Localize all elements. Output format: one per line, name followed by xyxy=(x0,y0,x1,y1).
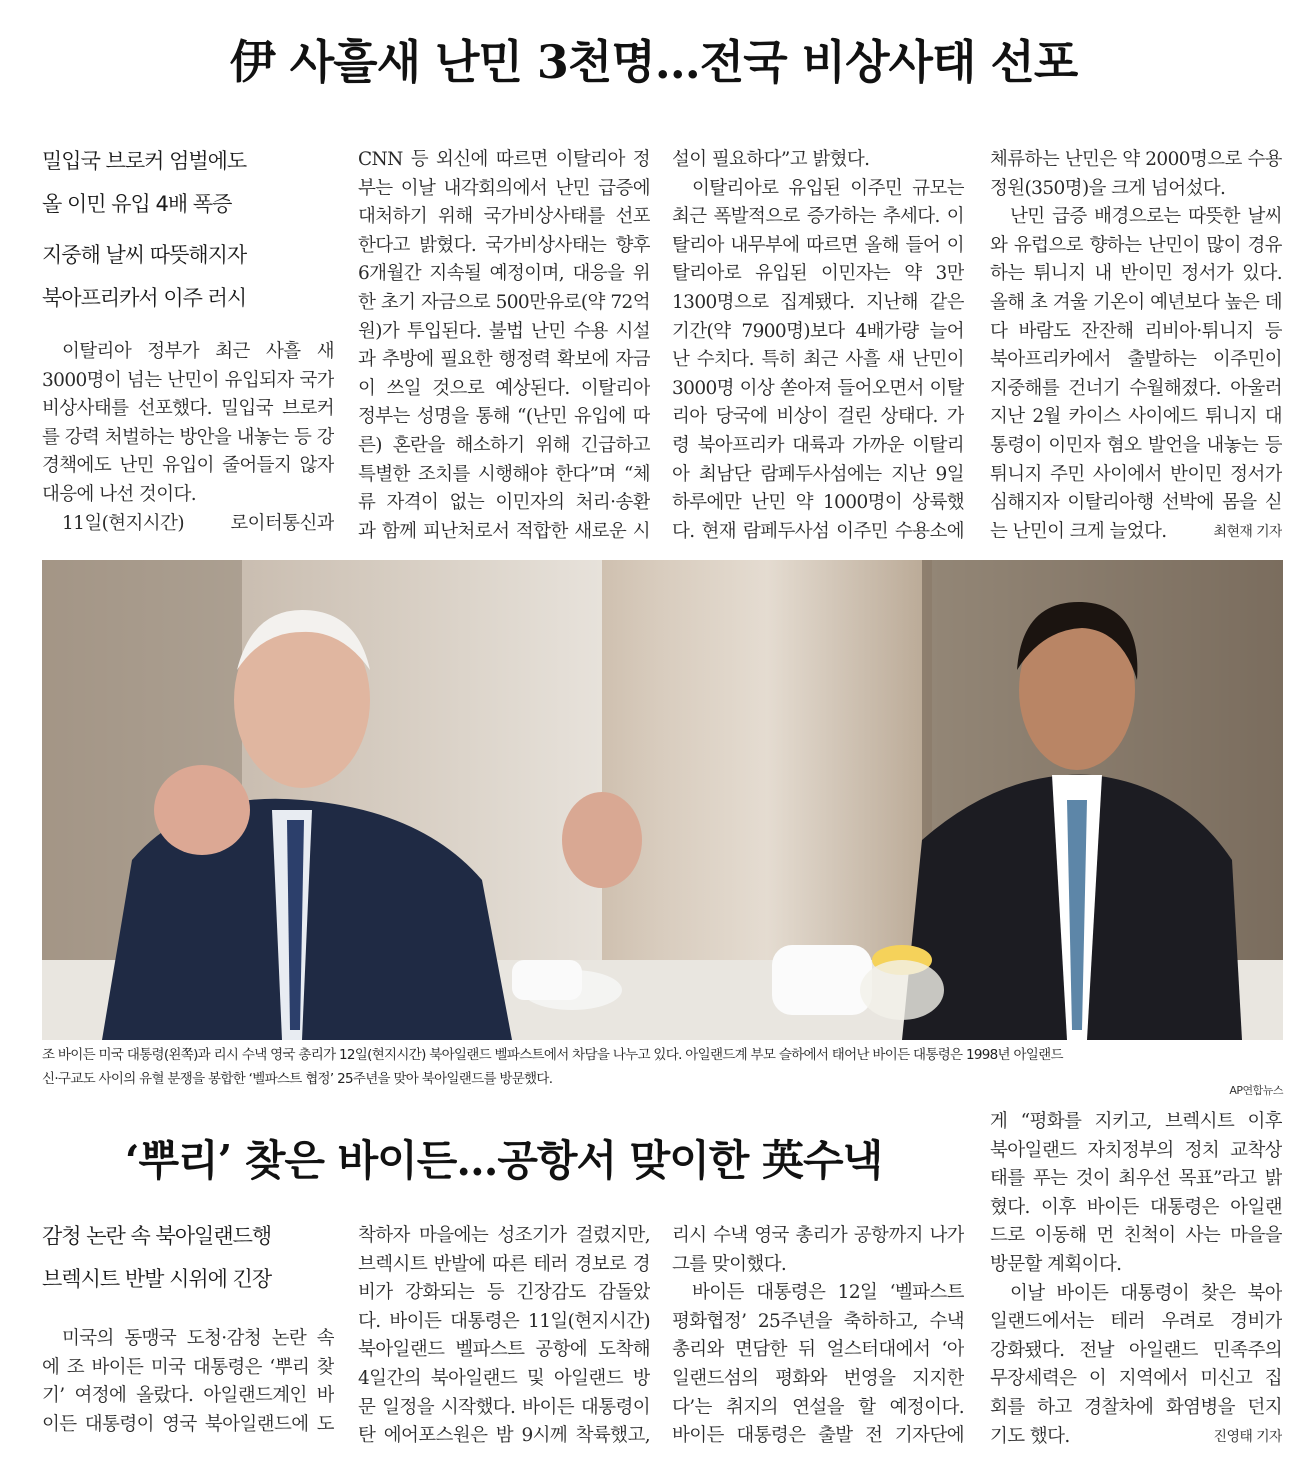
article2-column-1 xyxy=(42,1325,334,1439)
article1-column-4 xyxy=(990,146,1282,546)
text-line: 한다고 밝혔다. 국가비상사태는 향후 xyxy=(358,234,650,256)
text-line: 드로 이동해 먼 친척이 사는 마을을 xyxy=(990,1225,1282,1247)
text-line: 무장세력은 이 지역에서 미신고 집 xyxy=(990,1368,1282,1390)
text-line: 이탈리아로 유입된 이주민 규모는 xyxy=(692,177,964,199)
text-line: 평화협정’ 25주년을 축하하고, 수낵 xyxy=(672,1310,964,1332)
subheadline: 감청 논란 속 북아일랜드행 xyxy=(42,1224,272,1248)
text-line xyxy=(990,518,1282,547)
text-line: 4일간의 북아일랜드 및 아일랜드 방 xyxy=(358,1367,650,1389)
text-line: 다’는 취지의 연설을 할 예정이다. xyxy=(672,1396,964,1418)
text-line: 체류하는 난민은 약 2000명으로 수용 xyxy=(990,149,1282,170)
text-line-content: 기도 했다. xyxy=(990,1425,1070,1447)
text-line: 혔다. 이후 바이든 대통령은 아일랜 xyxy=(990,1196,1282,1218)
text-line: 이 쓰일 것으로 예상된다. 이탈리아 xyxy=(358,377,650,399)
text-line: 3000명이 넘는 난민이 유입되자 국가 xyxy=(42,369,334,391)
text-line: 대처하기 위해 국가비상사태를 선포 xyxy=(358,206,650,228)
text-line: 태를 푸는 것이 최우선 목표”라고 밝 xyxy=(990,1168,1282,1190)
photo-biden-sunak xyxy=(42,560,1283,1040)
text-line: 방문할 계획이다. xyxy=(990,1253,1122,1275)
photo-credit: AP연합뉴스 xyxy=(1229,1084,1283,1097)
text-line: 탈리아 내무부에 따르면 올해 들어 이 xyxy=(672,234,964,256)
text-line: 게 “평화를 지키고, 브렉시트 이후 xyxy=(990,1111,1282,1132)
text-line: 대응에 나선 것이다. xyxy=(42,483,197,505)
text-line: 난민 급증 배경으로는 따뜻한 날씨 xyxy=(1010,206,1282,228)
text-line: 강화됐다. 전날 아일랜드 민족주의 xyxy=(990,1339,1282,1361)
article1-column-1 xyxy=(42,338,334,538)
subheadline: 지중해 날씨 따뜻해지자 xyxy=(42,243,247,267)
text-line: 리시 수낵 영국 총리가 공항까지 나가 xyxy=(672,1225,964,1246)
text-line: 하루에만 난민 약 1000명이 상륙했 xyxy=(672,492,964,514)
text-line: 이날 바이든 대통령이 찾은 북아 xyxy=(1010,1282,1282,1304)
headline-italy-refugees: 伊 사흘새 난민 3천명…전국 비상사태 선포 xyxy=(229,35,1078,89)
photo-caption: 신·구교도 사이의 유혈 분쟁을 봉합한 ‘벨파스트 협정’ 25주년을 맞아 북아일랜드를 방문했다. xyxy=(42,1071,553,1087)
text-line: 총리와 면담한 뒤 얼스터대에서 ‘아 xyxy=(672,1339,964,1361)
text-line: 6개월간 지속될 예정이며, 대응을 위 xyxy=(358,263,650,285)
text-line: 문 일정을 시작했다. 바이든 대통령이 xyxy=(358,1396,650,1418)
text-line: 를 강력 처벌하는 방안을 내놓는 등 강 xyxy=(42,426,334,448)
subheadline: 북아프리카서 이주 러시 xyxy=(42,286,247,310)
text-line: 비상사태를 선포했다. 밀입국 브로커 xyxy=(42,398,334,420)
text-line: 아 최남단 람페두사섬에는 지난 9일 xyxy=(672,463,964,485)
text-line: 브렉시트 반발에 따른 테러 경보로 경 xyxy=(358,1253,650,1275)
text-line: 에 조 바이든 미국 대통령은 ‘뿌리 찾 xyxy=(42,1356,334,1378)
text-line: 특별한 조치를 시행해야 한다”며 “체 xyxy=(358,463,650,485)
subheadline: 올 이민 유입 4배 폭증 xyxy=(42,192,232,216)
text-line: 통령이 이민자 혐오 발언을 내놓는 등 xyxy=(990,434,1282,456)
text-line: 정부는 성명을 통해 “(난민 유입에 따 xyxy=(358,406,650,428)
text-line: 11일(현지시간) 로이터통신과 xyxy=(62,512,334,534)
text-line: 그를 맞이했다. xyxy=(672,1253,787,1275)
text-line: 류 자격이 없는 이민자의 처리·송환 xyxy=(358,492,650,514)
text-line: 미국의 동맹국 도청·감청 논란 속 xyxy=(62,1328,334,1349)
text-line: 바이든 대통령은 출발 전 기자단에 xyxy=(672,1425,964,1447)
text-line: 지난 2월 카이스 사이에드 튀니지 대 xyxy=(990,406,1282,428)
text-line: CNN 등 외신에 따르면 이탈리아 정 xyxy=(358,149,650,170)
text-line: 정원(350명)을 크게 넘어섰다. xyxy=(990,177,1226,199)
article1-column-3 xyxy=(672,146,964,546)
byline: 진영태 기자 xyxy=(1213,1428,1282,1445)
text-line: 지중해를 건너기 수월해졌다. 아울러 xyxy=(990,377,1282,399)
text-line: 다. 바이든 대통령은 11일(현지시간) xyxy=(358,1310,650,1332)
text-line: 설이 필요하다”고 밝혔다. xyxy=(672,149,870,170)
text-line: 북아일랜드 벨파스트 공항에 도착해 xyxy=(358,1339,650,1361)
text-line: 부는 이날 내각회의에서 난민 급증에 xyxy=(358,177,650,199)
text-line: 탄 에어포스원은 밤 9시께 착륙했고, xyxy=(358,1425,650,1447)
text-line: 일랜드섬의 평화와 번영을 지지한 xyxy=(672,1367,964,1389)
photo-caption: 조 바이든 미국 대통령(왼쪽)과 리시 수낵 영국 총리가 12일(현지시간) 북아일랜드 벨파스트에서 차담을 나누고 있다. 아일랜드계 부모 슬하에서 태어난 바이든 대통령은 1998년 아일랜드 xyxy=(42,1047,1063,1063)
article2-column-2 xyxy=(358,1222,650,1451)
text-line: 기간(약 7900명)보다 4배가량 늘어 xyxy=(672,320,964,342)
text-line: 올해 초 겨울 기온이 예년보다 높은 데 xyxy=(990,291,1282,313)
text-line: 과 추방에 필요한 행정력 확보에 자금 xyxy=(358,349,650,371)
text-line: 한 초기 자금으로 500만유로(약 72억 xyxy=(358,291,650,313)
text-line: 하는 튀니지 내 반이민 정서가 있다. xyxy=(990,263,1282,285)
text-line: 탈리아로 유입된 이민자는 약 3만 xyxy=(672,263,964,285)
article2-column-3 xyxy=(672,1222,964,1451)
text-line-content: 는 난민이 크게 늘었다. xyxy=(990,520,1167,542)
text-line: 심해지자 이탈리아행 선박에 몸을 싣 xyxy=(990,492,1282,514)
text-line: 북아일랜드 자치정부의 정치 교착상 xyxy=(990,1139,1282,1161)
text-line: 바이든 대통령은 12일 ‘벨파스트 xyxy=(692,1282,964,1304)
text-line: 회를 하고 경찰차에 화염병을 던지 xyxy=(990,1396,1282,1418)
text-line: 이든 대통령이 영국 북아일랜드에 도 xyxy=(42,1413,334,1435)
text-line: 북아프리카에서 출발하는 이주민이 xyxy=(990,349,1282,371)
text-line: 리아 당국에 비상이 걸린 상태다. 가 xyxy=(672,406,964,428)
text-line: 기’ 여정에 올랐다. 아일랜드계인 바 xyxy=(42,1385,334,1407)
text-line: 과 함께 피난처로서 적합한 새로운 시 xyxy=(358,520,650,542)
text-line: 다 바람도 잔잔해 리비아·튀니지 등 xyxy=(990,320,1282,342)
subheadline: 브렉시트 반발 시위에 긴장 xyxy=(42,1267,272,1291)
text-line: 른) 혼란을 해소하기 위해 긴급하고 xyxy=(358,434,650,456)
text-line: 튀니지 주민 사이에서 반이민 정서가 xyxy=(990,463,1282,485)
text-line: 3000명 이상 쏟아져 들어오면서 이탈 xyxy=(672,377,964,399)
text-line: 와 유럽으로 향하는 난민이 많이 경유 xyxy=(990,234,1282,256)
text-line: 비가 강화되는 등 긴장감도 감돌았 xyxy=(358,1282,650,1304)
text-line: 최근 폭발적으로 증가하는 추세다. 이 xyxy=(672,206,964,228)
text-line: 이탈리아 정부가 최근 사흘 새 xyxy=(62,341,334,362)
text-line: 령 북아프리카 대륙과 가까운 이탈리 xyxy=(672,434,964,456)
photo-illustration xyxy=(42,560,1283,1040)
article2-column-4 xyxy=(990,1108,1282,1451)
text-line: 일랜드에서는 테러 우려로 경비가 xyxy=(990,1311,1282,1333)
text-line: 경책에도 난민 유입이 줄어들지 않자 xyxy=(42,455,334,477)
text-line: 원)가 투입된다. 불법 난민 수용 시설 xyxy=(358,320,650,342)
text-line: 난 수치다. 특히 최근 사흘 새 난민이 xyxy=(672,349,964,371)
text-line: 착하자 마을에는 성조기가 걸렸지만, xyxy=(358,1225,650,1246)
byline: 최현재 기자 xyxy=(1213,523,1282,540)
headline-biden-roots: ‘뿌리’ 찾은 바이든…공항서 맞이한 英수낵 xyxy=(124,1136,883,1185)
text-line: 다. 현재 람페두사섬 이주민 수용소에 xyxy=(672,520,964,542)
text-line: 1300명으로 집계됐다. 지난해 같은 xyxy=(672,291,964,313)
article1-column-2 xyxy=(358,146,650,546)
text-line xyxy=(990,1423,1282,1452)
subheadline: 밀입국 브로커 엄벌에도 xyxy=(42,149,247,173)
